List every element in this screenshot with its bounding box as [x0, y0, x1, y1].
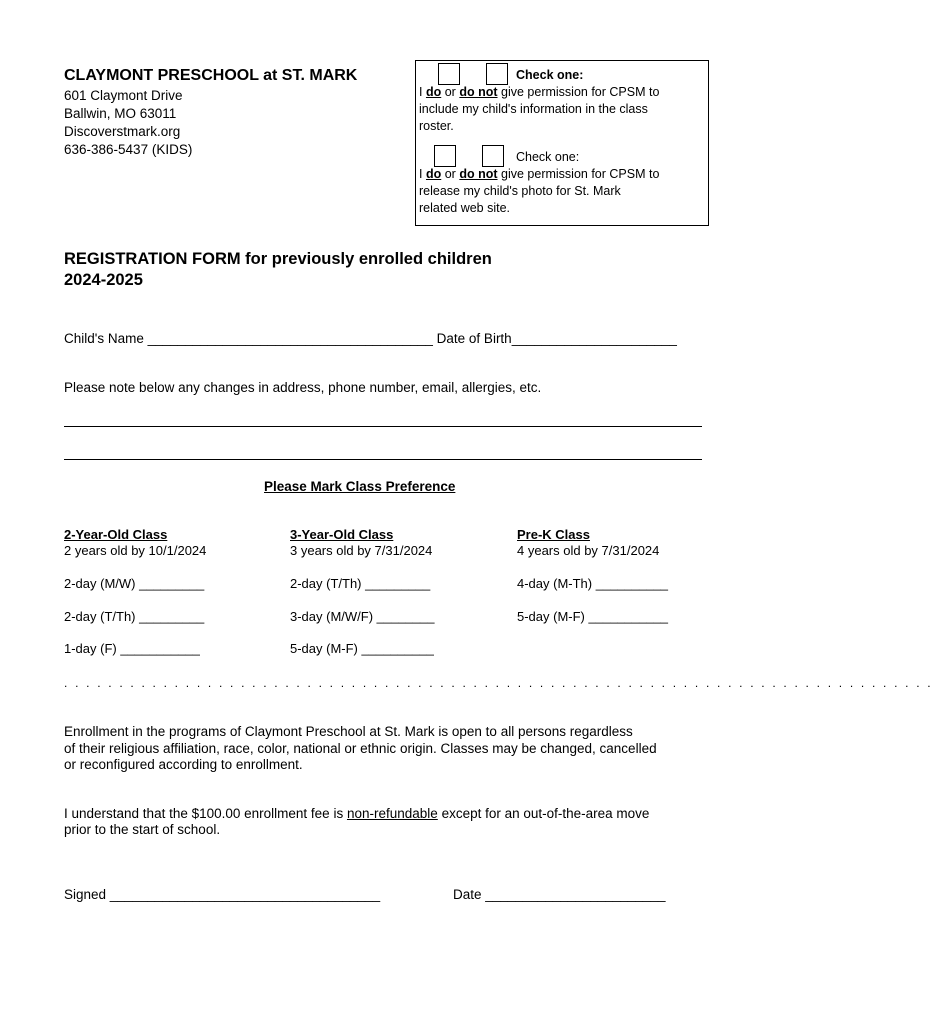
roster-prefix: I [419, 85, 423, 99]
photo-do-text: do [425, 167, 442, 181]
fee-line-2: prior to the start of school. [64, 822, 221, 837]
signature-field[interactable]: Signed ____________________________________ [64, 887, 381, 902]
address-line-2: Ballwin, MO 63011 [64, 106, 177, 121]
roster-permission-rest: give permission for CPSM to [501, 85, 660, 99]
enrollment-line-1: Enrollment in the programs of Claymont Preschool at St. Mark is open to all persons regardless [64, 724, 633, 739]
roster-do-checkbox[interactable] [438, 63, 460, 85]
phone: 636-386-5437 (KIDS) [64, 142, 193, 157]
photo-permission-line-2: release my child's photo for St. Mark [419, 184, 621, 198]
date-field[interactable]: Date ________________________ [453, 887, 666, 902]
three-year-option[interactable]: 5-day (M-F) __________ [290, 641, 434, 656]
two-year-class-title: 2-Year-Old Class [64, 527, 168, 542]
photo-permission-rest: give permission for CPSM to [501, 167, 660, 181]
roster-permission-line-2: include my child's information in the class [419, 102, 648, 116]
two-year-option[interactable]: 2-day (T/Th) _________ [64, 609, 205, 624]
class-preference-heading: Please Mark Class Preference [264, 479, 456, 494]
photo-do-checkbox[interactable] [434, 145, 456, 167]
prek-class-title: Pre-K Class [517, 527, 590, 542]
changes-line-1[interactable] [64, 426, 702, 427]
two-year-option[interactable]: 2-day (M/W) _________ [64, 576, 205, 591]
changes-line-2[interactable] [64, 459, 702, 460]
roster-check-label: Check one: [516, 68, 584, 82]
form-title: REGISTRATION FORM for previously enrolled children [64, 250, 492, 268]
school-name: CLAYMONT PRESCHOOL at ST. MARK [64, 67, 358, 84]
photo-or-text: or [444, 167, 456, 181]
prek-class-subtitle: 4 years old by 7/31/2024 [517, 543, 660, 558]
fee-prefix: I understand that the $100.00 enrollment fee is [64, 806, 344, 821]
roster-do-text: do [425, 85, 442, 99]
three-year-option[interactable]: 3-day (M/W/F) ________ [290, 609, 435, 624]
photo-do-not-checkbox[interactable] [482, 145, 504, 167]
fee-non-refundable: non-refundable [346, 806, 438, 821]
enrollment-line-3: or reconfigured according to enrollment. [64, 757, 303, 772]
photo-check-label: Check one: [516, 150, 580, 164]
roster-do-not-text: do not [459, 85, 498, 99]
three-year-class-title: 3-Year-Old Class [290, 527, 394, 542]
form-year: 2024-2025 [64, 271, 143, 289]
fee-suffix: except for an out-of-the-area move [441, 806, 650, 821]
website: Discoverstmark.org [64, 124, 181, 139]
roster-do-not-checkbox[interactable] [486, 63, 508, 85]
childs-name-field[interactable]: Child's Name ______________________________________ Date of Birth______________________ [64, 331, 677, 346]
enrollment-line-2: of their religious affiliation, race, color, national or ethnic origin. Classes may be changed, cancelled [64, 741, 657, 756]
roster-permission-line-1 [419, 84, 659, 101]
changes-note: Please note below any changes in address, phone number, email, allergies, etc. [64, 380, 542, 395]
photo-permission-line-1 [419, 166, 659, 183]
address-line-1: 601 Claymont Drive [64, 88, 183, 103]
roster-or-text: or [444, 85, 456, 99]
dotted-separator: . . . . . . . . . . . . . . . . . . . . . . . . . . . . . . . . . . . . . . . . . . . . . . . . . . . . . . . . . . . . . . . . . . . . . . . . . . . . . . . [64, 676, 933, 690]
photo-do-not-text: do not [459, 167, 498, 181]
three-year-option[interactable]: 2-day (T/Th) _________ [290, 576, 431, 591]
prek-option[interactable]: 4-day (M-Th) __________ [517, 576, 669, 591]
two-year-class-subtitle: 2 years old by 10/1/2024 [64, 543, 207, 558]
three-year-class-subtitle: 3 years old by 7/31/2024 [290, 543, 433, 558]
roster-permission-line-3: roster. [419, 119, 454, 133]
prek-option[interactable]: 5-day (M-F) ___________ [517, 609, 669, 624]
photo-prefix: I [419, 167, 423, 181]
photo-permission-line-3: related web site. [419, 201, 511, 215]
two-year-option[interactable]: 1-day (F) ___________ [64, 641, 200, 656]
